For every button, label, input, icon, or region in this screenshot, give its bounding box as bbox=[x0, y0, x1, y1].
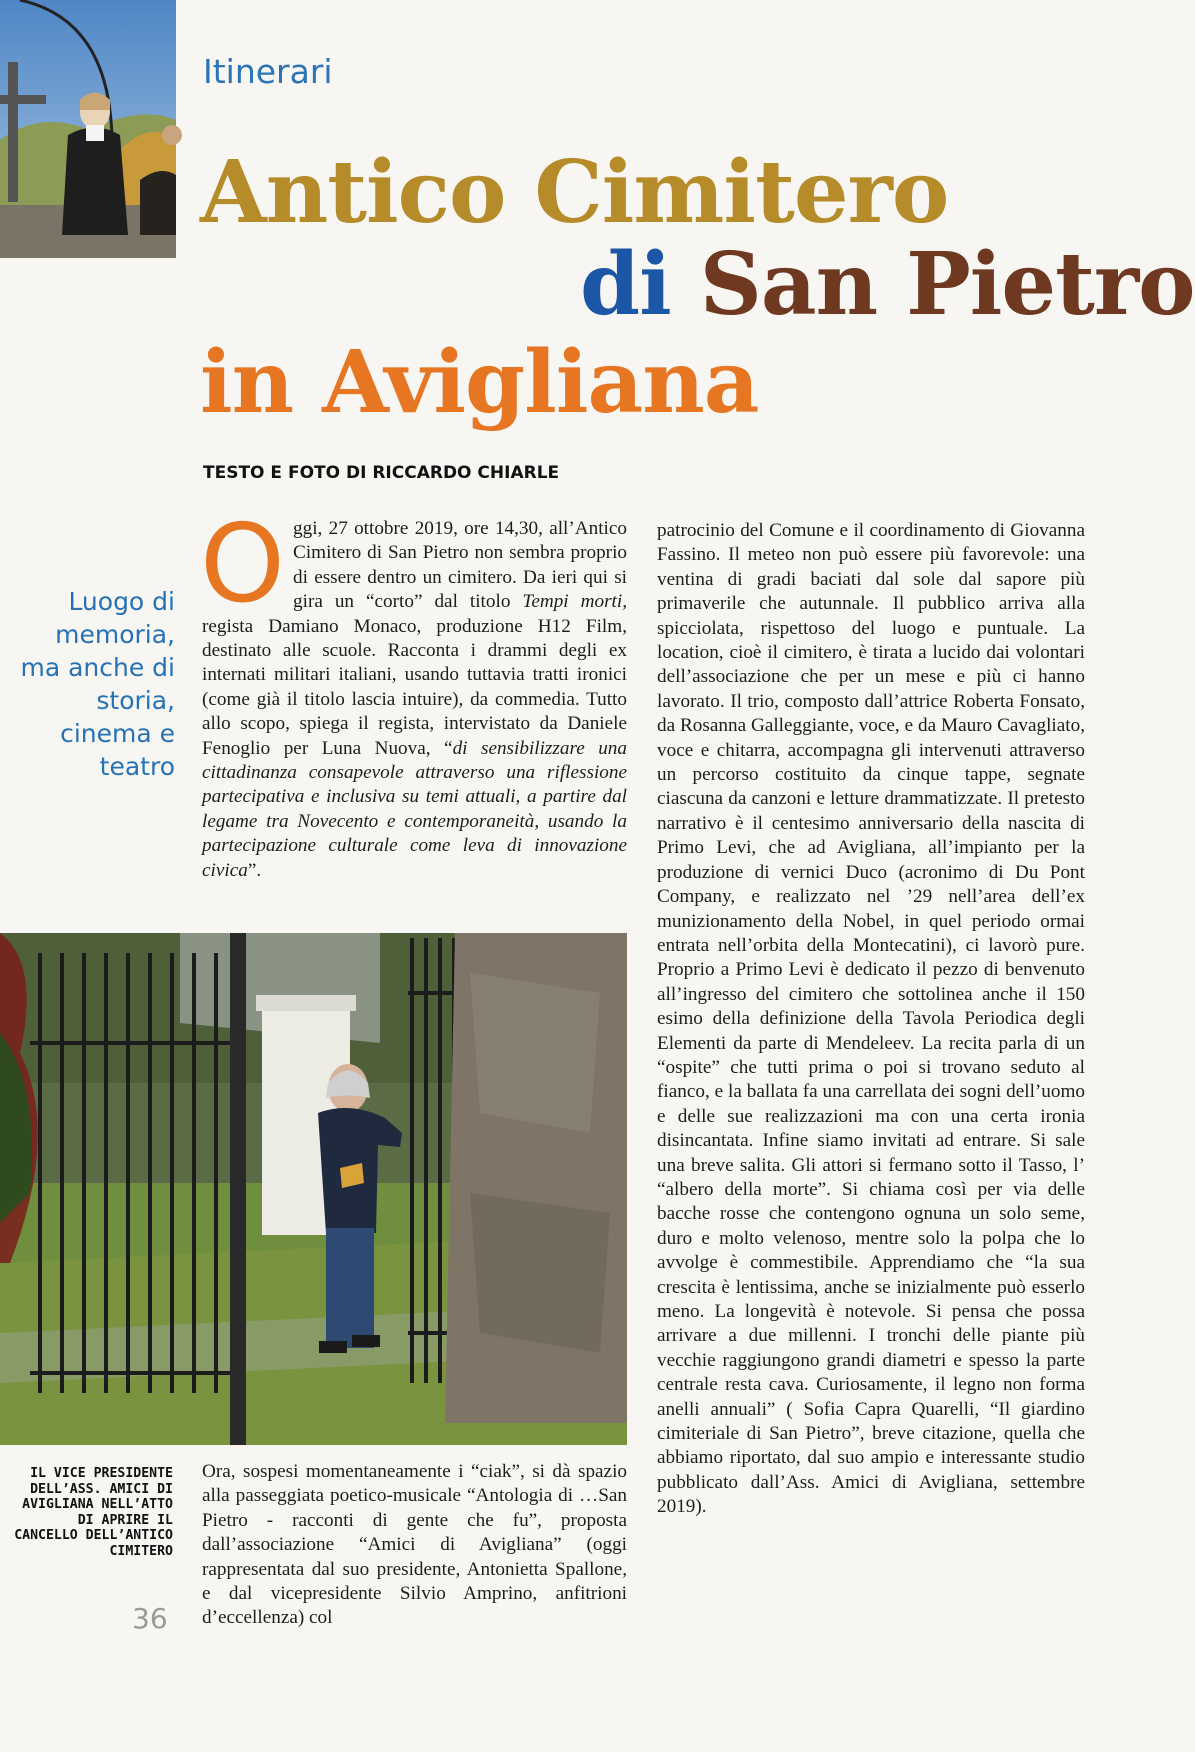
main-photo-cemetery-gate bbox=[0, 933, 627, 1445]
headline-line-2 bbox=[580, 234, 1195, 335]
photo-caption: IL VICE PRESIDENTE DELL’ASS. AMICI DI AVIGLIANA NELL’ATTO DI APRIRE IL CANCELLO DELL’ANTICO CIMITERO bbox=[14, 1466, 173, 1559]
headline-di: di bbox=[580, 234, 671, 335]
pull-quote: Luogo di memoria, ma anche di storia, cinema e teatro bbox=[20, 587, 175, 781]
intro-text: ggi, 27 ottobre 2019, ore 14,30, all’Antico Cimitero di San Pietro non sembra proprio di essere dentro un cimitero. Da ieri qui si gira un “corto” dal titolo bbox=[293, 518, 627, 613]
director-quote: di sensibilizzare una cittadinanza consapevole attraverso una riflessione partecipativa e inclusiva su temi attuali, a partire dal legame tra Novecento e contemporaneità, usando la partecipazione culturale come leva di innovazione civica bbox=[202, 737, 627, 881]
byline: TESTO E FOTO DI RICCARDO CHIARLE bbox=[203, 463, 560, 483]
article-column-1 bbox=[200, 502, 627, 883]
section-label: Itinerari bbox=[203, 52, 333, 91]
page-number: 36 bbox=[132, 1602, 168, 1635]
quote-end: ”. bbox=[247, 859, 262, 881]
top-photo-performers bbox=[0, 0, 176, 258]
drop-cap: O bbox=[200, 502, 286, 627]
headline-san-pietro: San Pietro bbox=[699, 234, 1195, 335]
headline-line-1: Antico Cimitero bbox=[200, 142, 949, 243]
intro-text-cont: regista Damiano Monaco, produzione H12 Film, destinato alle scuole. Racconta i drammi degli ex internati militari italiani, usando tuttavia tratti ironici (come già il titolo lascia intuire), da commedia. Tutto allo scopo, spiega il regista, intervistato da Daniele Fenoglio per Luna Nuova, “ bbox=[202, 615, 627, 759]
article-column-2: patrocinio del Comune e il coordinamento di Giovanna Fassino. Il meteo non può essere più favorevole: una ventina di gradi baciati dal sole dal sapore più primaverile che autunnale. Il pubblico arriva alla spicciolata, rispettoso del luogo e puntuale. La location, cioè il cimitero, è tirata a lucido dai volontari dell’associazione che per un mese e più ci hanno lavorato. Il trio, composto dall’attrice Roberta Fonsato, da Rosanna Galleggiante, voce, e da Mauro Cavagliato, voce e chitarra, accompagna gli intervenuti attraverso un percorso costituito da cinque tappe, segnate ciascuna da canzoni e letture drammatizzate. Il pretesto narrativo è il centesimo anniversario della nascita di Primo Levi, che ad Avigliana, all’impianto per la produzione di vernici Duco (acronimo di Du Pont Company, e realizzato nel ’29 nell’area dell’ex munizionamento della Nobel, in quel periodo ormai entrata nell’orbita della Montecatini), ci lavorò pure. Proprio a Primo Levi è dedicato il pezzo di benvenuto all’ingresso del cimitero che sottolinea anche il 150 esimo della definizione della Tavola Periodica degli Elementi da parte di Mendeleev. La recita parla di un “ospite” che tutti prima o poi si trovano seduto al fianco, e la ballata fa una carrellata dei sogni dell’uomo e delle sue realizzazioni ma con una certa ironia disincantata. Infine siamo invitati ad entrare. Si sale una breve salita. Gli attori si fermano sotto il Tasso, l’ “albero della morte”. Si chiama così per via delle bacche rosse che contengono ognuna un solo seme, duro e molto velenoso, mentre solo la polpa che lo avvolge è commestibile. Apprendiamo che “la sua crescita è lentissima, anche se inizialmente può esserlo meno. La longevità è notevole. Si pensa che possa arrivare a due millenni. I tronchi delle piante più vecchie raggiungono grandi diametri e spesso la parte centrale resta cava. Curiosamente, il legno non forma anelli annuali” ( Sofia Capra Quarelli, “Il giardino cimiteriale di San Pietro”, breve citazione, quella che abbiamo riportato, dal suo ampio e interessante studio pubblicato dall’Ass. Amici di Avigliana, settembre 2019). bbox=[657, 520, 1085, 1518]
article-column-1-bottom: Ora, sospesi momentaneamente i “ciak”, si dà spazio alla passeggiata poetico-musicale “Antologia di …San Pietro - racconti di gente che fu”, proposta dall’associazione “Amici di Avigliana” (oggi rappresentata dal suo presidente, Antonietta Spallone, e dal vicepresidente Silvio Amprino, anfitrioni d’eccellenza) col bbox=[202, 1461, 627, 1629]
film-title: Tempi morti, bbox=[522, 591, 627, 613]
headline-line-3: in Avigliana bbox=[200, 332, 759, 433]
